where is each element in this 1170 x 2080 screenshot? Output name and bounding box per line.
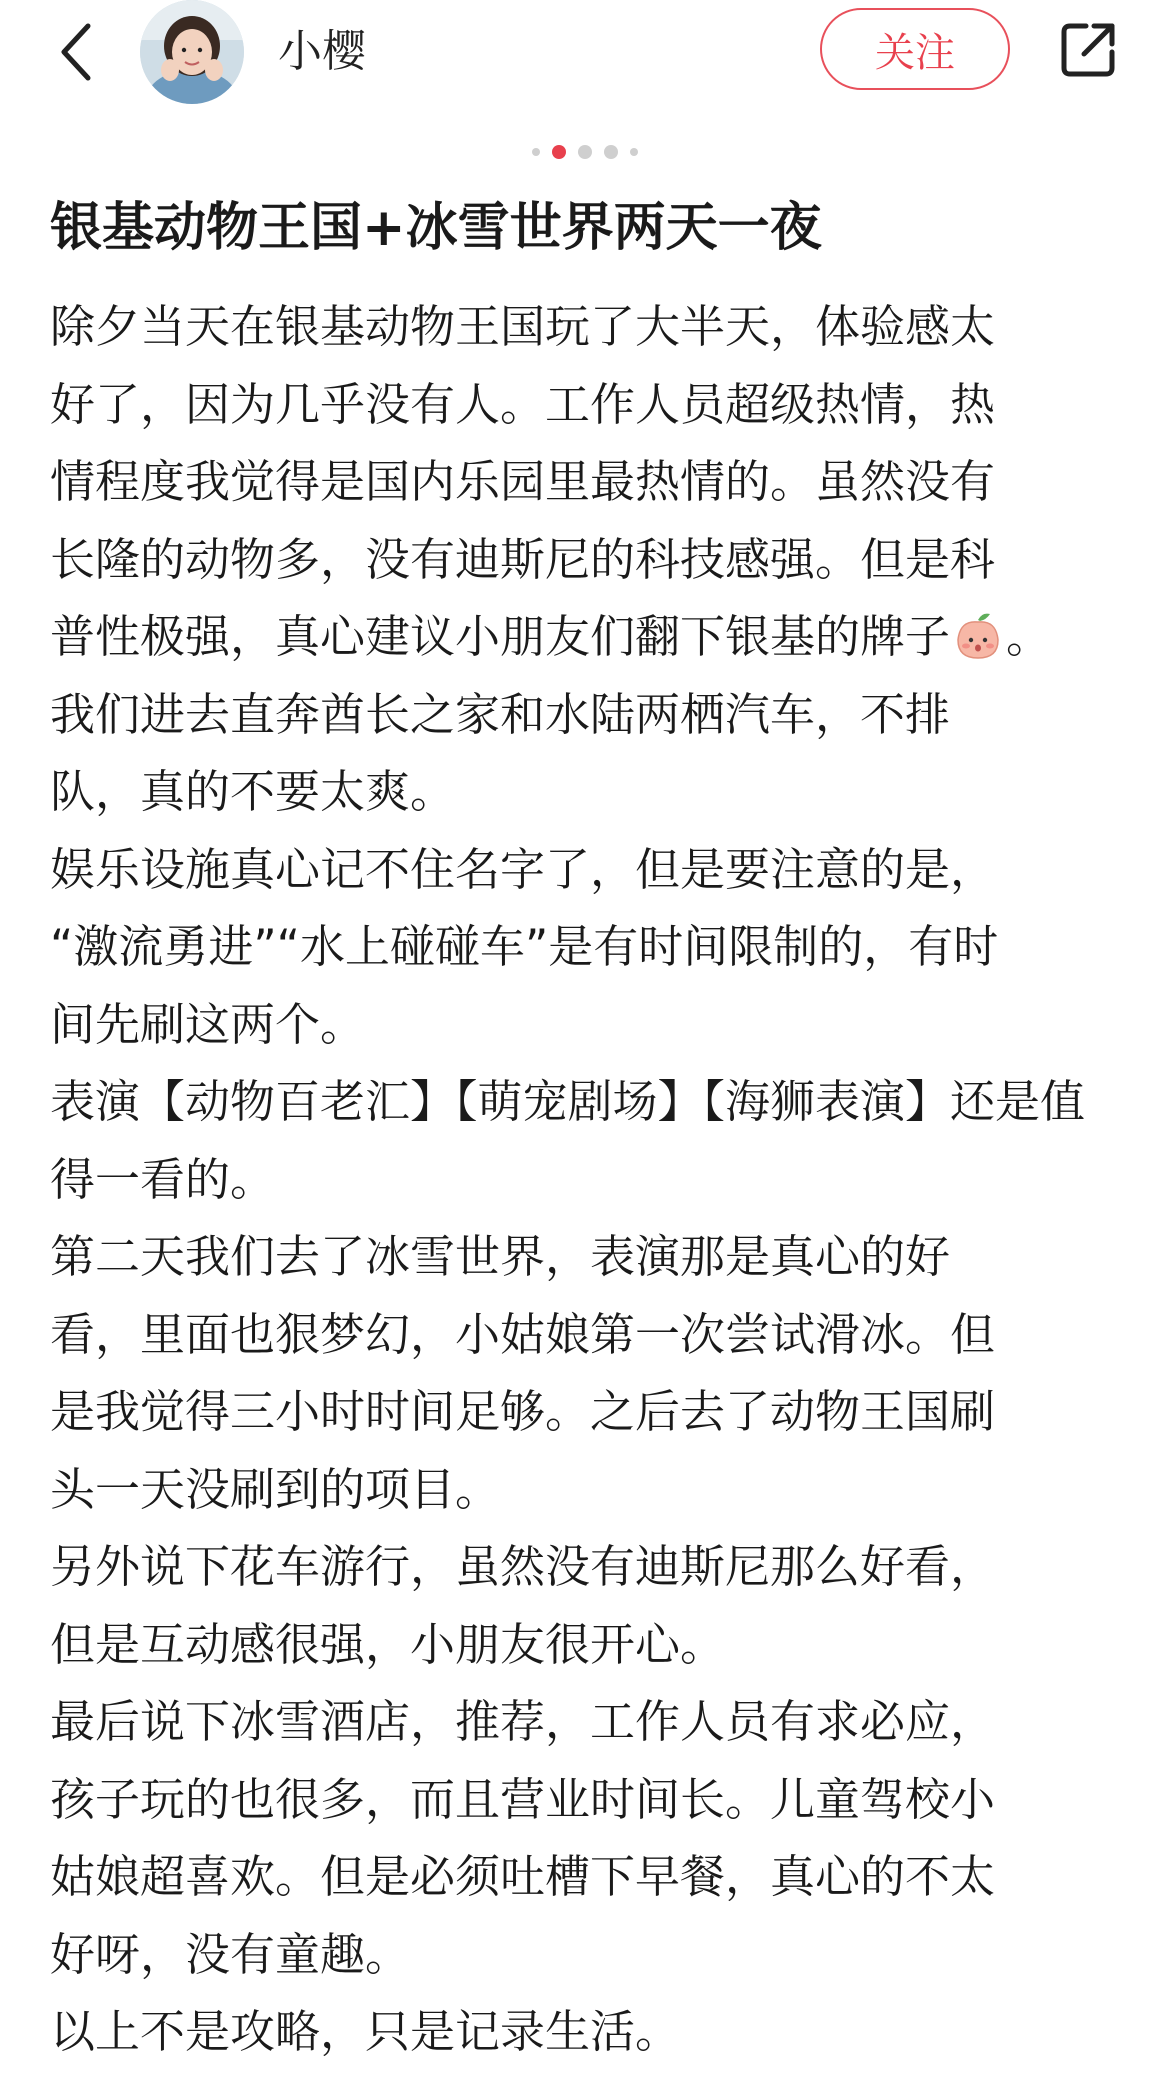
body-line: 我们进去直奔酋长之家和水陆两栖汽车，不排 bbox=[50, 687, 951, 741]
body-line: 普性极强，真心建议小朋友们翻下银基的牌子 bbox=[50, 610, 951, 663]
follow-button[interactable]: 关注 bbox=[820, 8, 1010, 90]
avatar-image bbox=[140, 0, 244, 104]
body-line: 另外说下花车游行，虽然没有迪斯尼那么好看， bbox=[50, 1540, 996, 1593]
carousel-dot bbox=[578, 145, 592, 159]
body-line: 队，真的不要太爽。 bbox=[50, 765, 456, 818]
body-line-suffix: 。 bbox=[1006, 610, 1052, 663]
peach-face-emoji bbox=[952, 610, 1004, 662]
body-line: 头一天没刷到的项目。 bbox=[50, 1462, 501, 1516]
carousel-dot bbox=[604, 145, 618, 159]
body-line: 是我觉得三小时时间足够。之后去了动物王国刷 bbox=[50, 1385, 996, 1438]
carousel-dot bbox=[532, 148, 540, 156]
body-line: 好了，因为几乎没有人。工作人员超级热情，热 bbox=[50, 377, 996, 431]
body-line: 间先刷这两个。 bbox=[50, 997, 366, 1051]
body-line: 好呀，没有童趣。 bbox=[50, 1927, 411, 1981]
body-line: 看，里面也狠梦幻，小姑娘第一次尝试滑冰。但 bbox=[50, 1307, 996, 1361]
body-line: 除夕当天在银基动物王国玩了大半天，体验感太 bbox=[50, 300, 996, 353]
body-line: 姑娘超喜欢。但是必须吐槽下早餐，真心的不太 bbox=[50, 1850, 996, 1903]
body-line: 长隆的动物多，没有迪斯尼的科技感强。但是科 bbox=[50, 532, 996, 586]
post-header bbox=[0, 0, 1170, 116]
body-line: 但是互动感很强，小朋友很开心。 bbox=[50, 1617, 726, 1671]
body-line: 最后说下冰雪酒店，推荐，工作人员有求必应， bbox=[50, 1695, 996, 1748]
chevron-left-icon bbox=[56, 20, 96, 84]
carousel-indicator bbox=[0, 142, 1170, 162]
body-line: 孩子玩的也很多，而且营业时间长。儿童驾校小 bbox=[50, 1772, 996, 1826]
carousel-dot-active bbox=[552, 145, 566, 159]
back-button[interactable] bbox=[44, 10, 108, 94]
body-line: “激流勇进”“水上碰碰车”是有时间限制的，有时 bbox=[50, 920, 999, 973]
share-external-icon bbox=[1056, 18, 1120, 82]
share-button[interactable] bbox=[1052, 14, 1124, 86]
username[interactable]: 小樱 bbox=[278, 26, 366, 77]
body-line: 表演【动物百老汇】【萌宠剧场】【海狮表演】还是值 bbox=[50, 1075, 1086, 1128]
post-body bbox=[50, 288, 1140, 2071]
body-line: 以上不是攻略，只是记录生活。 bbox=[50, 2005, 681, 2058]
post-title: 银基动物王国+冰雪世界两天一夜 bbox=[50, 198, 822, 258]
avatar[interactable] bbox=[140, 0, 244, 104]
body-line: 第二天我们去了冰雪世界，表演那是真心的好 bbox=[50, 1230, 951, 1283]
body-line: 娱乐设施真心记不住名字了，但是要注意的是， bbox=[50, 842, 996, 896]
body-line-with-emoji bbox=[50, 598, 1140, 676]
carousel-dot bbox=[630, 148, 638, 156]
body-line: 得一看的。 bbox=[50, 1152, 276, 1206]
body-line: 情程度我觉得是国内乐园里最热情的。虽然没有 bbox=[50, 455, 996, 508]
